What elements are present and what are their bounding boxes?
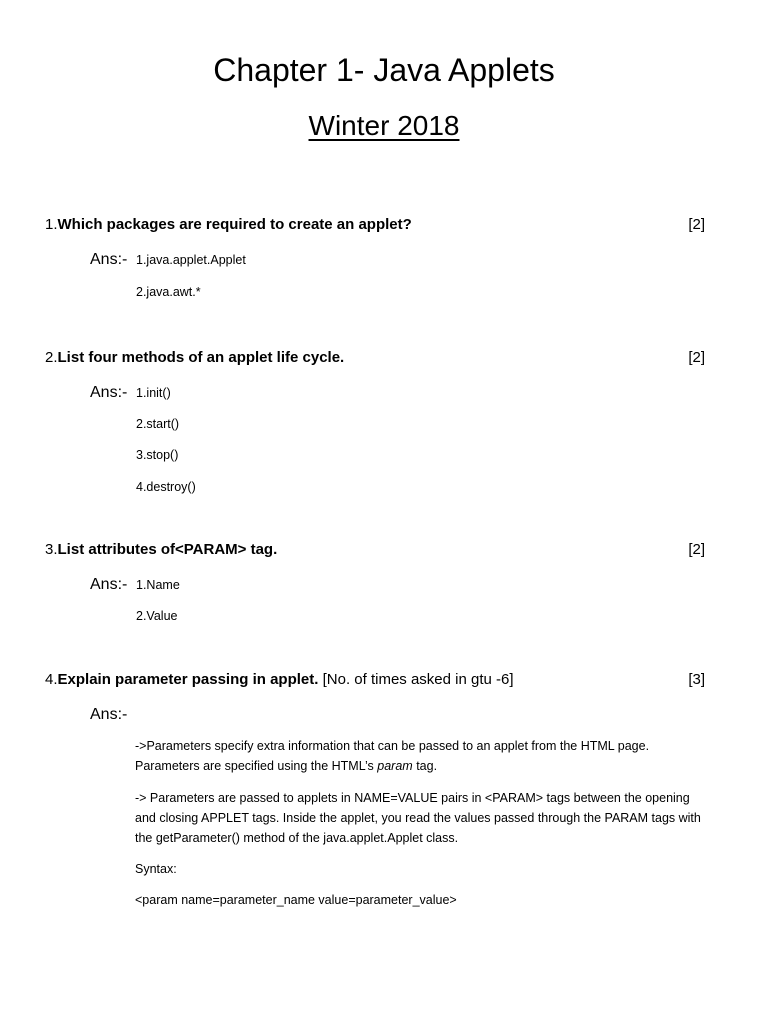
question-number: 1. [45,216,58,233]
answer-label: Ans:- [90,576,128,593]
answer-item: 1.init() [136,386,171,400]
answer-item: 2.java.awt.* [136,285,201,299]
answer-label: Ans:- [90,384,128,401]
question-marks: [3] [688,671,705,688]
question-3 [45,540,705,560]
answer-item: 2.start() [136,417,180,431]
question-note: [No. of times asked in gtu -6] [322,671,514,688]
question-number: 2. [45,349,58,366]
answer-label: Ans:- [90,706,128,723]
question-number: 3. [45,541,58,558]
answer-item: 1.java.applet.Applet [136,253,246,267]
question-marks: [2] [688,216,705,233]
answer-paragraph-2: -> Parameters are passed to applets in NAME=VALUE pairs in <PARAM> tags between the opening and closing APPLET tags. Inside the applet, you read the values passed through the PARAM tags with the getParameter() method of the java.applet.Applet class. [135,791,701,845]
answer-item: 2.Value [136,609,178,623]
paragraph-text: tag. [416,759,438,773]
question-number: 4. [45,671,58,688]
question-text: List attributes of<PARAM> tag. [57,541,278,558]
page-subtitle [0,106,768,146]
question-4 [45,670,705,690]
page-title: Chapter 1- Java Applets [213,52,555,88]
answer-paragraph-1 [135,736,710,776]
syntax-label: Syntax: [135,862,177,876]
question-marks: [2] [688,541,705,558]
question-text: Explain parameter passing in applet. [57,671,319,688]
answer-label: Ans:- [90,251,128,268]
question-marks: [2] [688,349,705,366]
question-1 [45,215,705,235]
question-text: List four methods of an applet life cycle. [57,349,345,366]
answer-item: 4.destroy() [136,480,196,494]
answer-item: 1.Name [136,578,180,592]
question-2 [45,348,705,368]
param-emphasis: param [377,759,413,773]
paragraph-text: ->Parameters specify extra information that can be passed to an applet from the HTML page. Parameters are specified using the HTML’s [135,739,650,773]
syntax-code: <param name=parameter_name value=parameter_value> [135,893,457,907]
subtitle-text: Winter 2018 [308,110,460,141]
answer-item: 3.stop() [136,448,179,462]
question-text: Which packages are required to create an applet? [57,216,412,233]
